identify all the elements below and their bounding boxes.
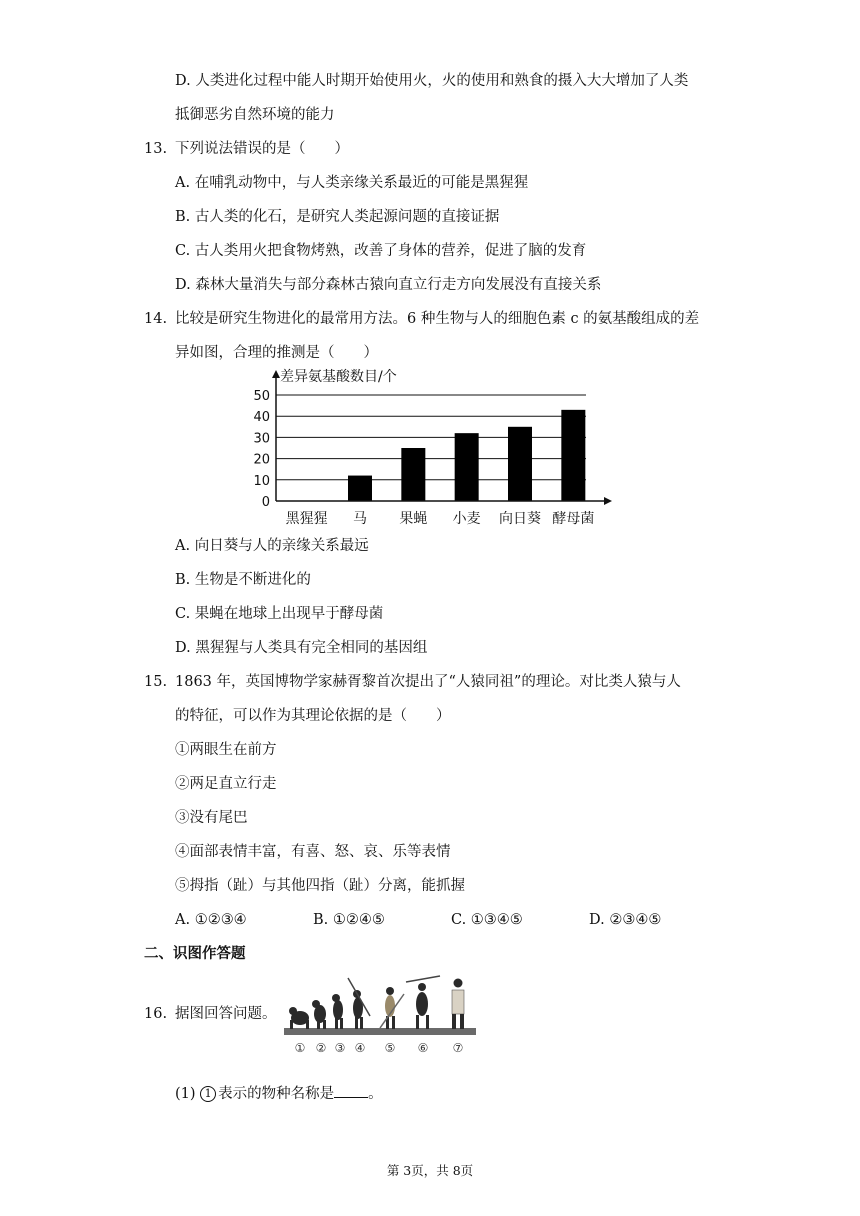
q15-item-3: ③没有尾巴 <box>175 810 248 826</box>
figure-7 <box>452 979 464 1030</box>
q16-sub1-end: 。 <box>368 1086 383 1102</box>
bar-4 <box>508 427 532 501</box>
stage-label: ① <box>294 1041 306 1055</box>
x-tick-label: 酵母菌 <box>552 511 595 527</box>
evolution-stage-labels <box>295 1041 464 1055</box>
stage-label: ⑦ <box>452 1041 464 1055</box>
y-axis-arrow <box>272 370 280 378</box>
x-tick-label: 向日葵 <box>499 511 541 527</box>
q14-number: 14. <box>144 311 168 327</box>
q16-sub1 <box>175 1083 383 1104</box>
q15-number: 15. <box>144 674 168 690</box>
chart-gridlines <box>276 395 586 480</box>
q14-option-b: B. 生物是不断进化的 <box>175 572 311 588</box>
bar-1 <box>348 476 372 501</box>
stage-label: ⑥ <box>417 1041 429 1055</box>
figure-1 <box>289 1007 309 1029</box>
q16-sub1-circle: 1 <box>200 1086 216 1102</box>
x-tick-label: 果蝇 <box>399 511 428 527</box>
figure-3 <box>332 994 343 1029</box>
section-title: 二、识图作答题 <box>144 945 246 962</box>
figure-5 <box>380 987 404 1029</box>
y-tick-label: 50 <box>253 389 270 404</box>
q15-choice-d: D. ②③④⑤ <box>589 912 662 928</box>
q14-stem-line1: 比较是研究生物进化的最常用方法。6 种生物与人的细胞色素 c 的氨基酸组成的差 <box>175 311 700 327</box>
q12-option-d-line1: D. 人类进化过程中能人时期开始使用火，火的使用和熟食的摄入大大增加了人类 <box>175 73 689 89</box>
y-tick-label: 30 <box>253 431 270 447</box>
q15-stem-line2: 的特征，可以作为其理论依据的是（ ） <box>175 708 451 724</box>
page-footer: 第 3页，共 8页 <box>386 1163 474 1178</box>
bar-3 <box>455 433 479 501</box>
stage-label: ④ <box>354 1041 366 1055</box>
q14-option-a: A. 向日葵与人的亲缘关系最远 <box>175 538 369 554</box>
q15-item-5: ⑤拇指（趾）与其他四指（趾）分离，能抓握 <box>175 878 465 894</box>
figure-2 <box>312 1000 326 1029</box>
x-tick-label: 黑猩猩 <box>285 511 328 527</box>
x-axis-arrow <box>604 497 612 505</box>
chart-title: 差异氨基酸数目/个 <box>280 369 397 385</box>
q13-option-d: D. 森林大量消失与部分森林古猿向直立行走方向发展没有直接关系 <box>175 277 602 293</box>
chart-bars <box>348 410 585 501</box>
q16-sub1-answer-blank[interactable] <box>334 1083 368 1098</box>
evolution-silhouettes <box>289 976 464 1029</box>
q15-item-1: ①两眼生在前方 <box>175 742 277 758</box>
y-tick-label: 20 <box>253 452 270 468</box>
q13-number: 13. <box>144 141 168 157</box>
q16-number: 16. <box>144 1006 168 1022</box>
q15-choices <box>175 910 727 930</box>
x-tick-label: 小麦 <box>452 511 481 527</box>
q13-stem: 下列说法错误的是（ ） <box>175 141 349 157</box>
q15-item-4: ④面部表情丰富，有喜、怒、哀、乐等表情 <box>175 844 451 860</box>
y-tick-label: 0 <box>261 495 270 510</box>
q15-choice-b: B. ①②④⑤ <box>313 912 385 928</box>
figure-4 <box>348 978 370 1029</box>
q13-option-a: A. 在哺乳动物中，与人类亲缘关系最近的可能是黑猩猩 <box>175 175 529 191</box>
q12-option-d-line2: 抵御恶劣自然环境的能力 <box>175 107 335 123</box>
q14-option-c: C. 果蝇在地球上出现早于酵母菌 <box>175 606 384 622</box>
q14-stem-line2: 异如图，合理的推测是（ ） <box>175 345 378 361</box>
q13-option-b: B. 古人类的化石，是研究人类起源问题的直接证据 <box>175 209 500 225</box>
q15-choice-a: A. ①②③④ <box>175 912 247 928</box>
figure-6 <box>406 976 440 1029</box>
q16-sub1-text: 表示的物种名称是 <box>218 1086 335 1102</box>
q14-option-d: D. 黑猩猩与人类具有完全相同的基因组 <box>175 640 428 656</box>
chart-x-tick-labels <box>286 510 595 527</box>
q15-choice-c: C. ①③④⑤ <box>451 912 523 928</box>
y-tick-label: 40 <box>253 410 270 426</box>
q16-sub1-prefix: (1) <box>175 1086 196 1102</box>
stage-label: ⑤ <box>384 1041 396 1055</box>
q15-item-2: ②两足直立行走 <box>175 776 277 792</box>
stage-label: ③ <box>334 1041 346 1055</box>
bar-5 <box>561 410 585 501</box>
bar-2 <box>401 448 425 501</box>
human-evolution-figure <box>280 970 480 1056</box>
y-tick-label: 10 <box>253 473 270 489</box>
ground-strip <box>284 1028 476 1035</box>
x-tick-label: 马 <box>353 511 367 527</box>
amino-acid-bar-chart <box>246 368 626 533</box>
q15-stem-line1: 1863 年，英国博物学家赫胥黎首次提出了“人猿同祖”的理论。对比类人猿与人 <box>175 674 681 690</box>
q16-stem: 据图回答问题。 <box>175 1006 277 1022</box>
q13-option-c: C. 古人类用火把食物烤熟，改善了身体的营养，促进了脑的发育 <box>175 243 587 259</box>
stage-label: ② <box>315 1041 327 1055</box>
chart-y-tick-labels <box>253 389 270 510</box>
